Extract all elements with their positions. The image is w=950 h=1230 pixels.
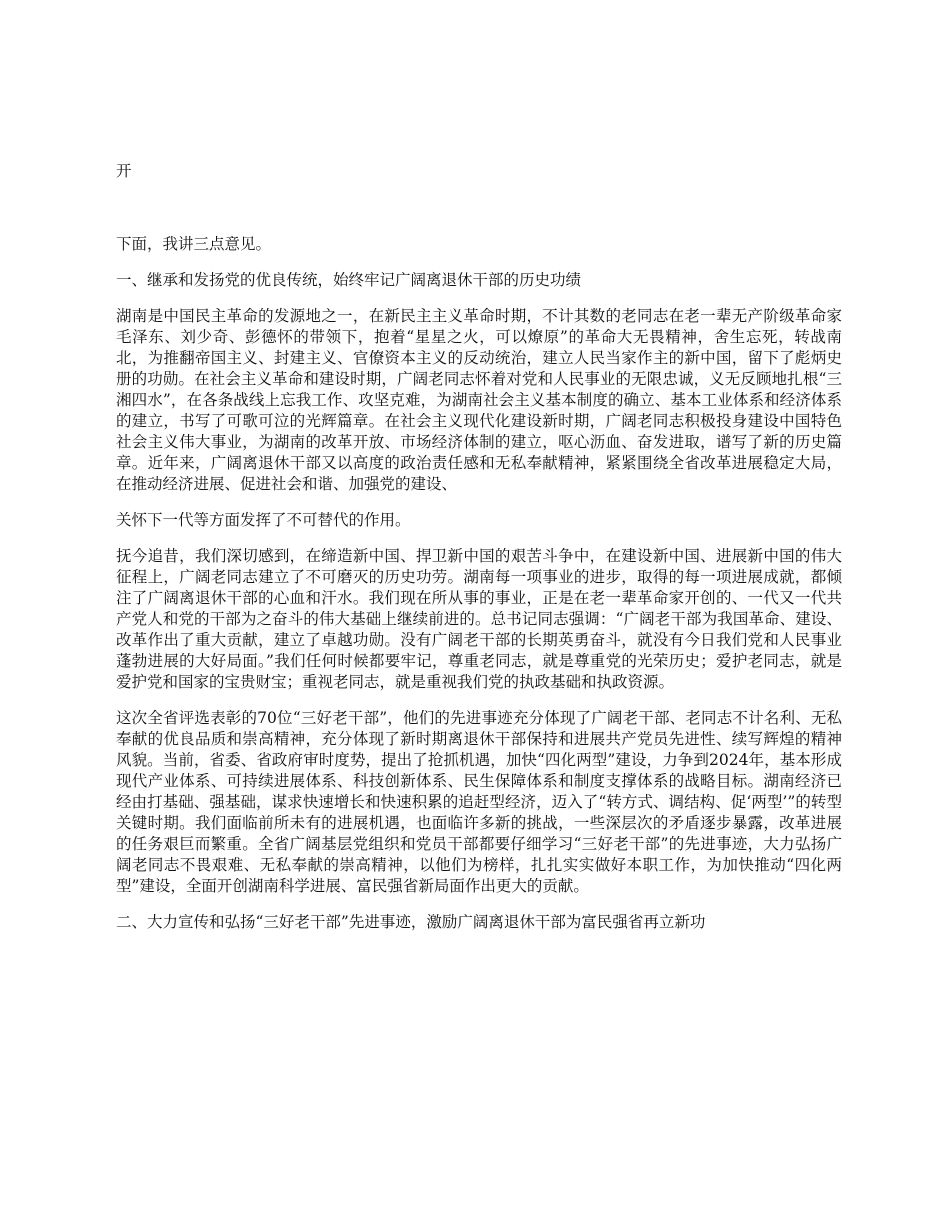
paragraph: 这次全省评选表彰的70位“三好老干部”，他们的先进事迹充分体现了广阔老干部、老同志不计名利、无私奉献的优良品质和崇高精神，充分体现了新时期离退休干部保持和进展共产党员先进性、续写辉煌的精神风貌。当前，省委、省政府审时度势，提出了抢抓机遇，加快“四化两型”建设，力争到2024年，基本形成现代产业体系、可持续进展体系、科技创新体系、民生保障体系和制度支撑体系的战略目标。湖南经济已经由打基础、强基础，谋求快速增长和快速积累的追赶型经济，迈入了“转方式、调结构、促‘两型’”的转型关键时期。我们面临前所未有的进展机遇，也面临许多新的挑战，一些深层次的矛盾逐步暴露，改革进展的任务艰巨而繁重。全省广阔基层党组织和党员干部都要仔细学习“三好老干部”的先进事迹，大力弘扬广阔老同志不畏艰难、无私奉献的崇高精神，以他们为榜样，扎扎实实做好本职工作，为加快推动“四化两型”建设，全面开创湖南科学进展、富民强省新局面作出更大的贡献。 xyxy=(116,709,842,895)
paragraph-fragment: 开 xyxy=(116,162,132,180)
document-body xyxy=(116,234,842,948)
paragraph-intro: 下面，我讲三点意见。 xyxy=(116,235,272,253)
paragraph: 抚今追昔，我们深切感到，在缔造新中国、捍卫新中国的艰苦斗争中，在建设新中国、进展新中国的伟大征程上，广阔老同志建立了不可磨灭的历史功劳。湖南每一项事业的进步，取得的每一项进展成就，都倾注了广阔离退休干部的心血和汗水。我们现在所从事的事业，正是在老一辈革命家开创的、一代又一代共产党人和党的干部为之奋斗的伟大基础上继续前进的。总书记同志强调：“广阔老干部为我国革命、建设、改革作出了重大贡献，建立了卓越功勋。没有广阔老干部的长期英勇奋斗，就没有今日我们党和人民事业蓬勃进展的大好局面。”我们任何时候都要牢记，尊重老同志，就是尊重党的光荣历史；爱护老同志，就是爱护党和国家的宝贵财宝；重视老同志，就是重视我们党的执政基础和执政资源。 xyxy=(116,547,842,691)
section-heading-2: 二、大力宣传和弘扬“三好老干部”先进事迹，激励广阔离退休干部为富民强省再立新功 xyxy=(116,913,706,931)
paragraph: 湖南是中国民主革命的发源地之一，在新民主主义革命时期，不计其数的老同志在老一辈无产阶级革命家毛泽东、刘少奇、彭德怀的带领下，抱着“星星之火，可以燎原”的革命大无畏精神，舍生忘死，转战南北，为推翻帝国主义、封建主义、官僚资本主义的反动统治，建立人民当家作主的新中国，留下了彪炳史册的功勋。在社会主义革命和建设时期，广阔老同志怀着对党和人民事业的无限忠诚，义无反顾地扎根“三湘四水”，在各条战线上忘我工作、攻坚克难，为湖南社会主义基本制度的确立、基本工业体系和经济体系的建立，书写了可歌可泣的光辉篇章。在社会主义现代化建设新时期，广阔老同志积极投身建设中国特色社会主义伟大事业，为湖南的改革开放、市场经济体制的建立，呕心沥血、奋发进取，谱写了新的历史篇章。近年来，广阔离退休干部又以高度的政治责任感和无私奉献精神，紧紧围绕全省改革进展稳定大局，在推动经济进展、促进社会和谐、加强党的建设、 xyxy=(116,307,842,493)
paragraph: 关怀下一代等方面发挥了不可替代的作用。 xyxy=(116,511,411,529)
section-heading-1: 一、继承和发扬党的优良传统，始终牢记广阔离退休干部的历史功绩 xyxy=(116,271,582,289)
